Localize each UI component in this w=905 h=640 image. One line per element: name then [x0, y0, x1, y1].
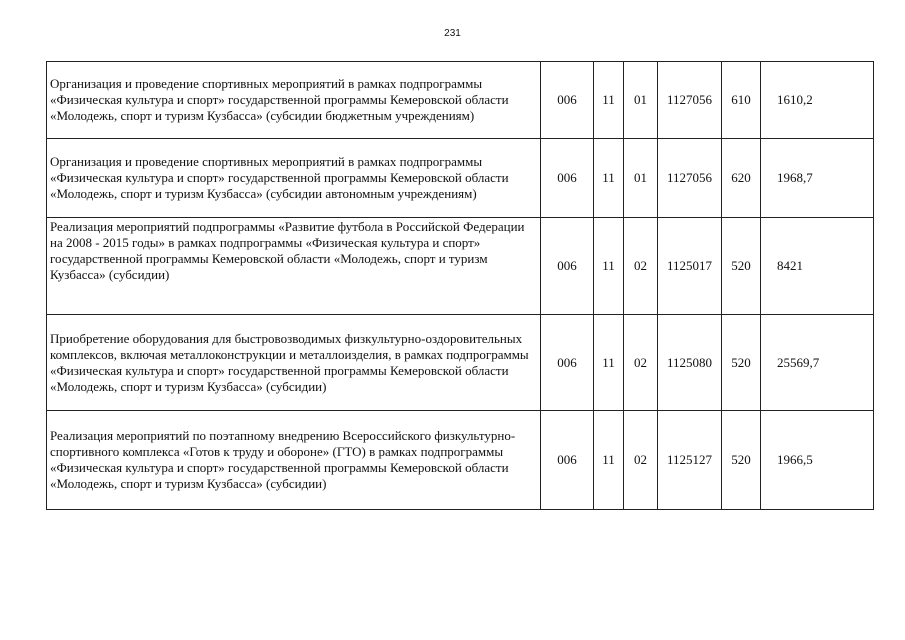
page-number: 231	[444, 28, 461, 39]
ministry-code: 006	[541, 411, 594, 510]
amount: 1610,2	[761, 62, 874, 139]
row-description: Организация и проведение спортивных мероприятий в рамках подпрограммы «Физическая культура и спорт» государственной программы Кемеровской области «Молодежь, спорт и туризм Кузбасса» (субсидии бюджетным учреждениям)	[47, 62, 541, 139]
row-description: Организация и проведение спортивных мероприятий в рамках подпрограммы «Физическая культура и спорт» государственной программы Кемеровской области «Молодежь, спорт и туризм Кузбасса» (субсидии автономным учреждениям)	[47, 139, 541, 218]
amount: 1968,7	[761, 139, 874, 218]
budget-table	[46, 61, 874, 510]
table-row	[47, 62, 874, 139]
ministry-code: 006	[541, 218, 594, 315]
subsection-code: 02	[624, 218, 658, 315]
table-row	[47, 139, 874, 218]
section-code: 11	[594, 411, 624, 510]
ministry-code: 006	[541, 315, 594, 411]
table-row	[47, 218, 874, 315]
target-article-code: 1127056	[658, 62, 722, 139]
amount: 8421	[761, 218, 874, 315]
target-article-code: 1127056	[658, 139, 722, 218]
subsection-code: 02	[624, 315, 658, 411]
ministry-code: 006	[541, 62, 594, 139]
subsection-code: 02	[624, 411, 658, 510]
amount: 1966,5	[761, 411, 874, 510]
expense-type-code: 520	[722, 218, 761, 315]
expense-type-code: 520	[722, 315, 761, 411]
target-article-code: 1125080	[658, 315, 722, 411]
amount: 25569,7	[761, 315, 874, 411]
row-description: Реализация мероприятий подпрограммы «Развитие футбола в Российской Федерации на 2008 - 2015 годы» в рамках подпрограммы «Физическая культура и спорт» государственной программы Кемеровской области «Молодежь, спорт и туризм Кузбасса» (субсидии)	[47, 218, 541, 315]
expense-type-code: 620	[722, 139, 761, 218]
table-row	[47, 411, 874, 510]
target-article-code: 1125017	[658, 218, 722, 315]
subsection-code: 01	[624, 139, 658, 218]
table-row	[47, 315, 874, 411]
section-code: 11	[594, 139, 624, 218]
section-code: 11	[594, 315, 624, 411]
subsection-code: 01	[624, 62, 658, 139]
expense-type-code: 610	[722, 62, 761, 139]
ministry-code: 006	[541, 139, 594, 218]
target-article-code: 1125127	[658, 411, 722, 510]
row-description: Приобретение оборудования для быстровозводимых физкультурно-оздоровительных комплексов, включая металлоконструкции и металлоизделия, в рамках подпрограммы «Физическая культура и спорт» государственной программы Кемеровской области «Молодежь, спорт и туризм Кузбасса» (субсидии)	[47, 315, 541, 411]
expense-type-code: 520	[722, 411, 761, 510]
section-code: 11	[594, 62, 624, 139]
section-code: 11	[594, 218, 624, 315]
row-description: Реализация мероприятий по поэтапному внедрению Всероссийского физкультурно-спортивного комплекса «Готов к труду и обороне» (ГТО) в рамках подпрограммы «Физическая культура и спорт» государственной программы Кемеровской области «Молодежь, спорт и туризм Кузбасса» (субсидии)	[47, 411, 541, 510]
